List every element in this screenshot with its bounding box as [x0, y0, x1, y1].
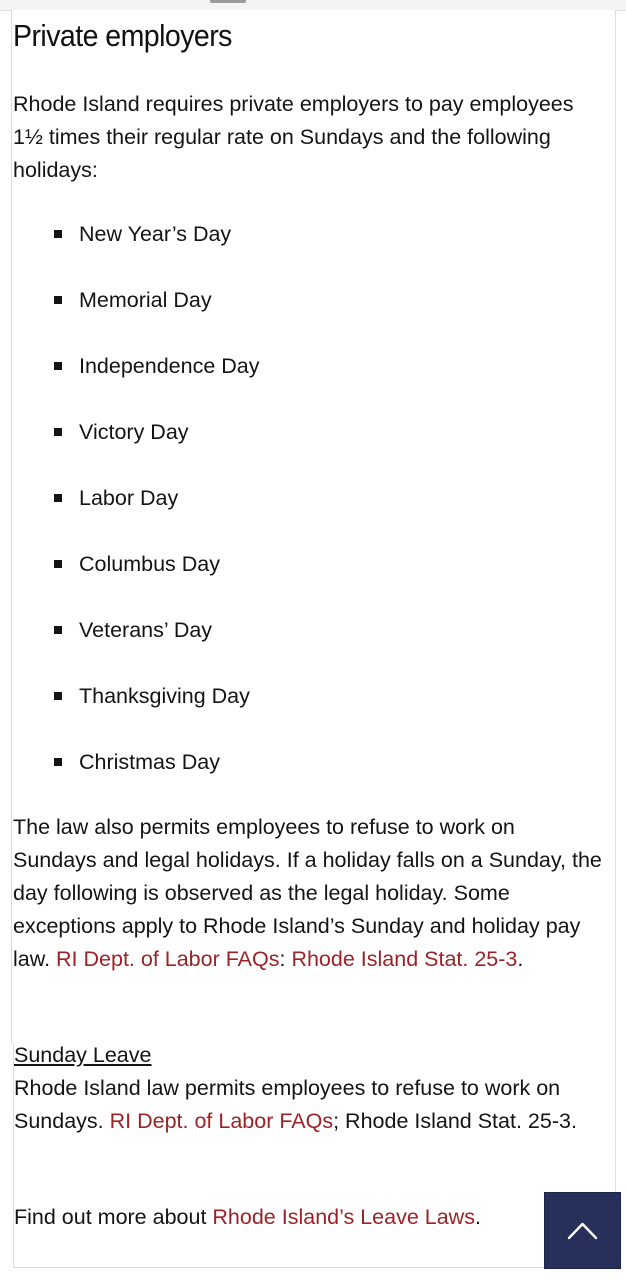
cut-off-text	[210, 0, 246, 3]
law-separator: :	[279, 947, 292, 971]
list-item	[13, 746, 260, 812]
list-item	[13, 284, 260, 350]
holiday-label: Thanksgiving Day	[79, 684, 250, 708]
find-more-paragraph	[14, 1201, 481, 1234]
holiday-label: Victory Day	[79, 420, 189, 444]
list-item	[13, 614, 260, 680]
bullet-icon	[54, 296, 62, 304]
bullet-icon	[54, 362, 62, 370]
holiday-label: Veterans’ Day	[79, 618, 213, 642]
list-item	[13, 350, 260, 416]
bullet-icon	[54, 230, 62, 238]
law-paragraph	[13, 811, 603, 976]
private-employers-section	[13, 16, 603, 971]
holiday-label: New Year’s Day	[79, 222, 232, 246]
find-more-prefix: Find out more about	[14, 1205, 213, 1229]
list-item	[13, 416, 260, 482]
law-end: .	[517, 947, 524, 971]
holiday-label: Memorial Day	[79, 288, 212, 312]
sunday-leave-tail: ; Rhode Island Stat. 25-3.	[333, 1109, 577, 1133]
holiday-label: Independence Day	[79, 354, 260, 378]
sunday-leave-paragraph	[14, 1072, 604, 1138]
holiday-label: Labor Day	[79, 486, 179, 510]
ri-labor-faqs-link[interactable]: RI Dept. of Labor FAQs	[56, 947, 280, 971]
holiday-label: Christmas Day	[79, 750, 220, 774]
law-text: The law also permits employees to refuse to work on Sundays and legal holidays. If a holiday falls on a Sunday, the day following is observed as the legal holiday. Some exceptions apply to Rhode Island’s Sunday and holiday pay law.	[13, 815, 602, 971]
sunday-leave-text: Rhode Island law permits employees to refuse to work on Sundays.	[14, 1076, 561, 1133]
find-more-suffix: .	[474, 1205, 481, 1229]
list-item	[13, 548, 260, 614]
ri-stat-25-3-link[interactable]: Rhode Island Stat. 25-3	[291, 947, 518, 971]
bullet-icon	[54, 626, 62, 634]
bullet-icon	[54, 428, 62, 436]
section-title: Private employers	[13, 18, 232, 53]
chevron-up-icon	[545, 1193, 620, 1268]
bullet-icon	[54, 758, 62, 766]
sunday-leave-heading: Sunday Leave	[14, 1043, 152, 1067]
bullet-icon	[54, 560, 62, 568]
bullet-icon	[54, 494, 62, 502]
ri-labor-faqs-link-2[interactable]: RI Dept. of Labor FAQs	[109, 1109, 334, 1133]
sunday-leave-section	[14, 1039, 604, 1138]
holiday-list	[13, 218, 260, 812]
list-item	[13, 680, 260, 746]
list-item	[13, 482, 260, 548]
intro-paragraph: Rhode Island requires private employers to pay employees 1½ times their regular rate on Sundays and the following holidays:	[13, 92, 574, 182]
list-item	[13, 218, 260, 284]
leave-laws-link[interactable]: Rhode Island’s Leave Laws	[212, 1205, 475, 1229]
bullet-icon	[54, 692, 62, 700]
holiday-label: Columbus Day	[79, 552, 220, 576]
scroll-to-top-button[interactable]	[544, 1192, 621, 1269]
